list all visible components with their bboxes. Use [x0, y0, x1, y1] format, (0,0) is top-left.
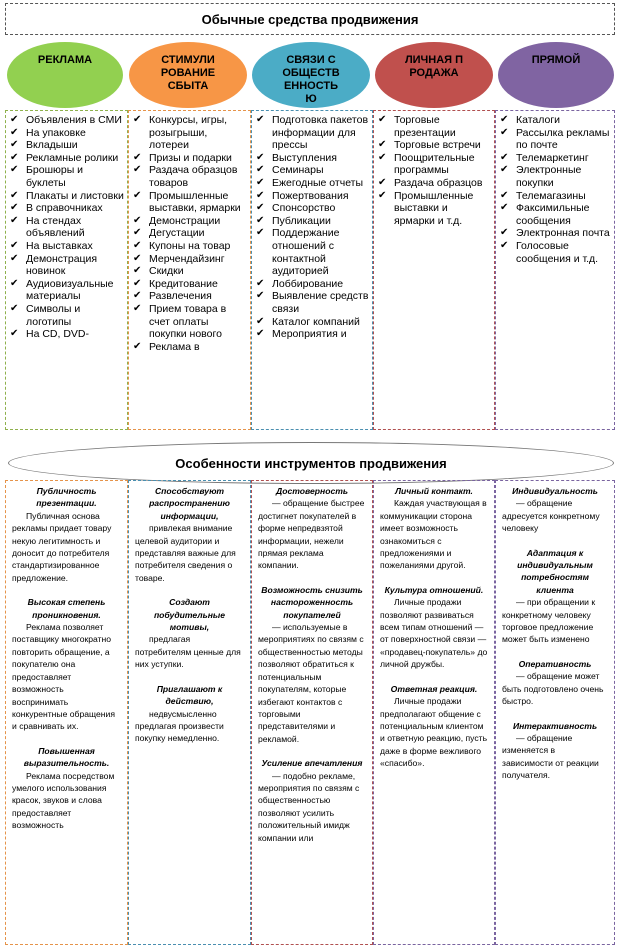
features-personal-selling	[373, 480, 495, 945]
feature-heading: Высокая степень проникновения.	[27, 597, 106, 620]
feature-text: — обращение может быть подготовлено очень быстро.	[502, 671, 604, 707]
tool-item: ✔ Брошюры и буклеты	[9, 164, 124, 189]
tool-item: ✔ Раздача образцов	[377, 177, 491, 190]
feature-heading: Возможность снизить настороженность покупателей	[261, 584, 363, 620]
feature-text: — при обращении к конкретному человеку торговое предложение может быть изменено	[502, 597, 596, 645]
feature-text: предлагая потребителям ценные для них уступки.	[135, 634, 241, 670]
tool-item: ✔ Призы и подарки	[132, 152, 247, 165]
feature-block	[12, 596, 121, 732]
tool-item: ✔ Купоны на товар	[132, 240, 247, 253]
column-sales-promotion	[128, 110, 251, 430]
feature-heading: Усиление впечатления	[261, 758, 363, 769]
tool-item: ✔ Ежегодные отчеты	[255, 177, 369, 190]
feature-heading: Создают побудительные мотивы,	[153, 597, 226, 633]
tool-item: ✔ Пожертвования	[255, 190, 369, 203]
feature-block	[502, 658, 608, 708]
header-label-sales-promotion: СТИМУЛИРОВАНИЕ СБЫТА	[160, 54, 216, 92]
feature-heading: Интерактивность	[512, 720, 598, 731]
feature-text: — обращение быстрее достигнет покупателей в форме непредвзятой информации, нежели прямая реклама компании.	[258, 498, 365, 571]
feature-heading: Культура отношений.	[384, 584, 484, 595]
main-title: Обычные средства продвижения	[5, 3, 615, 35]
tool-item: ✔ На выставках	[9, 240, 124, 253]
feature-text: Личные продажи позволяют развиваться всем типам отношений — от поверхностной связи — «продавец-покупатель» до личной дружбы.	[380, 597, 488, 670]
tool-item: ✔ Выступления	[255, 152, 369, 165]
tool-item: ✔ Голосовые сообщения и т.д.	[499, 240, 611, 265]
feature-text: Публичная основа рекламы придает товару некую легитимность и доносит до потребителя стандартизированное предложение.	[12, 510, 112, 583]
tool-item: ✔ Дегустации	[132, 227, 247, 240]
tool-item: ✔ Каталоги	[499, 114, 611, 127]
tool-item: ✔ В справочниках	[9, 202, 124, 215]
feature-block	[502, 547, 608, 646]
feature-text: — используемые в мероприятиях по связям с общественностью методы позволяют обратиться к потенциальным покупателям, которые избегают контактов с торговыми представителями и рекламой.	[258, 622, 364, 744]
tool-item: ✔ Поощрительные программы	[377, 152, 491, 177]
tool-item: ✔ Промышленные выставки и ярмарки и т.д.	[377, 190, 491, 228]
column-public-relations	[251, 110, 373, 430]
tool-item: ✔ Телемагазины	[499, 190, 611, 203]
tool-item: ✔ Лоббирование	[255, 278, 369, 291]
column-personal-selling	[373, 110, 495, 430]
features-public-relations	[251, 480, 373, 945]
tool-item: ✔ Прием товара в счет оплаты покупки нового	[132, 303, 247, 341]
tool-item: ✔ Реклама в	[132, 341, 247, 354]
features-sales-promotion	[128, 480, 251, 945]
feature-block	[380, 485, 488, 572]
tool-item: ✔ Символы и логотипы	[9, 303, 124, 328]
feature-text: недвусмысленно предлагая произвести покупку немедленно.	[135, 708, 224, 744]
tool-item: ✔ Электронные покупки	[499, 164, 611, 189]
feature-block	[380, 584, 488, 671]
tool-item: ✔ Промышленные выставки, ярмарки	[132, 190, 247, 215]
tool-item: ✔ Мероприятия и	[255, 328, 369, 341]
feature-text: — обращение изменяется в зависимости от реакции получателя.	[502, 732, 599, 781]
feature-block	[12, 485, 121, 584]
tool-item: ✔ Мерчендайзинг	[132, 253, 247, 266]
header-direct	[498, 42, 614, 108]
features-direct	[495, 480, 615, 945]
feature-text: — подобно рекламе, мероприятия по связям с общественностью позволяют усилить положительный имидж компании или	[258, 770, 360, 843]
feature-text: Реклама позволяет поставщику многократно повторить обращение, а покупателю она предоставляет возможность воспринимать конкурентные обращения и сравнивать их.	[12, 622, 115, 732]
feature-text: Реклама посредством умелого использования красок, звуков и слова предоставляет возможность	[12, 770, 115, 831]
feature-text: привлекая внимание целевой аудитории и представляя важные для потребителя сведения о товаре.	[135, 523, 236, 583]
feature-heading: Способствуют распространению информации,	[149, 486, 230, 521]
feature-block	[135, 596, 244, 670]
tool-item: ✔ Аудиовизуальные материалы	[9, 278, 124, 303]
tool-item: ✔ Скидки	[132, 265, 247, 278]
feature-text: Каждая участвующая в коммуникации сторона имеет возможность ознакомиться с предложениями и пожеланиями другой.	[380, 498, 487, 571]
feature-block	[258, 757, 366, 844]
tool-item: ✔ Конкурсы, игры, розыгрыши, лотереи	[132, 114, 247, 152]
feature-block	[502, 720, 608, 782]
tool-item: ✔ Развлечения	[132, 290, 247, 303]
column-direct	[495, 110, 615, 430]
tool-item: ✔ На упаковке	[9, 127, 124, 140]
header-label-advertising: РЕКЛАМА	[37, 54, 93, 66]
tool-item: ✔ Выявление средств связи	[255, 290, 369, 315]
tool-item: ✔ Электронная почта	[499, 227, 611, 240]
tool-item: ✔ Рассылка рекламы по почте	[499, 127, 611, 152]
feature-text: — обращение адресуется конкретному человеку	[502, 498, 600, 534]
tool-item: ✔ Объявления в СМИ	[9, 114, 124, 127]
feature-block	[135, 683, 244, 745]
feature-heading: Достоверность	[276, 486, 348, 496]
feature-text: Личные продажи предполагают общение с потенциальным клиентом и ответную реакцию, пусть даже в форме вежливого «спасибо».	[380, 696, 488, 769]
feature-heading: Личный контакт.	[395, 486, 473, 496]
tool-item: ✔ Плакаты и листовки	[9, 190, 124, 203]
header-label-personal-selling: ЛИЧНАЯ ПРОДАЖА	[404, 54, 464, 79]
feature-block	[502, 485, 608, 535]
tool-item: ✔ Семинары	[255, 164, 369, 177]
tool-item: ✔ Телемаркетинг	[499, 152, 611, 165]
header-label-public-relations: СВЯЗИ С ОБЩЕСТВЕННОСТЬЮ	[282, 54, 340, 105]
tool-item: ✔ Торговые встречи	[377, 139, 491, 152]
tool-item: ✔ Подготовка пакетов информации для прессы	[255, 114, 369, 152]
feature-heading: Приглашают к действию,	[156, 683, 223, 707]
features-title: Особенности инструментов продвижения	[8, 442, 614, 484]
feature-block	[258, 485, 366, 572]
feature-heading: Адаптация к индивидуальным потребностям клиента	[517, 547, 593, 595]
feature-heading: Повышенная выразительность.	[23, 745, 110, 769]
feature-heading: Публичность презентации.	[36, 486, 97, 509]
feature-heading: Оперативность	[518, 658, 592, 669]
features-columns	[5, 480, 615, 945]
tool-item: ✔ Раздача образцов товаров	[132, 164, 247, 189]
column-advertising	[5, 110, 128, 430]
tool-item: ✔ Демонстрации	[132, 215, 247, 228]
feature-heading: Индивидуальность	[512, 486, 598, 496]
feature-block	[258, 584, 366, 745]
tool-item: ✔ На CD, DVD-	[9, 328, 124, 341]
header-label-direct: ПРЯМОЙ	[531, 54, 581, 66]
tools-columns	[5, 110, 615, 430]
tool-item: ✔ На стендах объявлений	[9, 215, 124, 240]
tool-item: ✔ Факсимильные сообщения	[499, 202, 611, 227]
tool-item: ✔ Рекламные ролики	[9, 152, 124, 165]
feature-block	[12, 745, 121, 832]
tool-item: ✔ Каталог компаний	[255, 316, 369, 329]
tool-item: ✔ Поддержание отношений с контактной аудиторией	[255, 227, 369, 277]
tool-item: ✔ Торговые презентации	[377, 114, 491, 139]
header-personal-selling	[375, 42, 493, 108]
header-advertising	[7, 42, 123, 108]
feature-block	[135, 485, 244, 584]
header-public-relations	[252, 42, 370, 108]
feature-block	[380, 683, 488, 770]
tool-item: ✔ Спонсорство	[255, 202, 369, 215]
header-sales-promotion	[129, 42, 247, 108]
tool-item: ✔ Публикации	[255, 215, 369, 228]
tool-item: ✔ Демонстрация новинок	[9, 253, 124, 278]
tool-item: ✔ Кредитование	[132, 278, 247, 291]
feature-heading: Ответная реакция.	[390, 683, 478, 694]
features-advertising	[5, 480, 128, 945]
tool-item: ✔ Вкладыши	[9, 139, 124, 152]
